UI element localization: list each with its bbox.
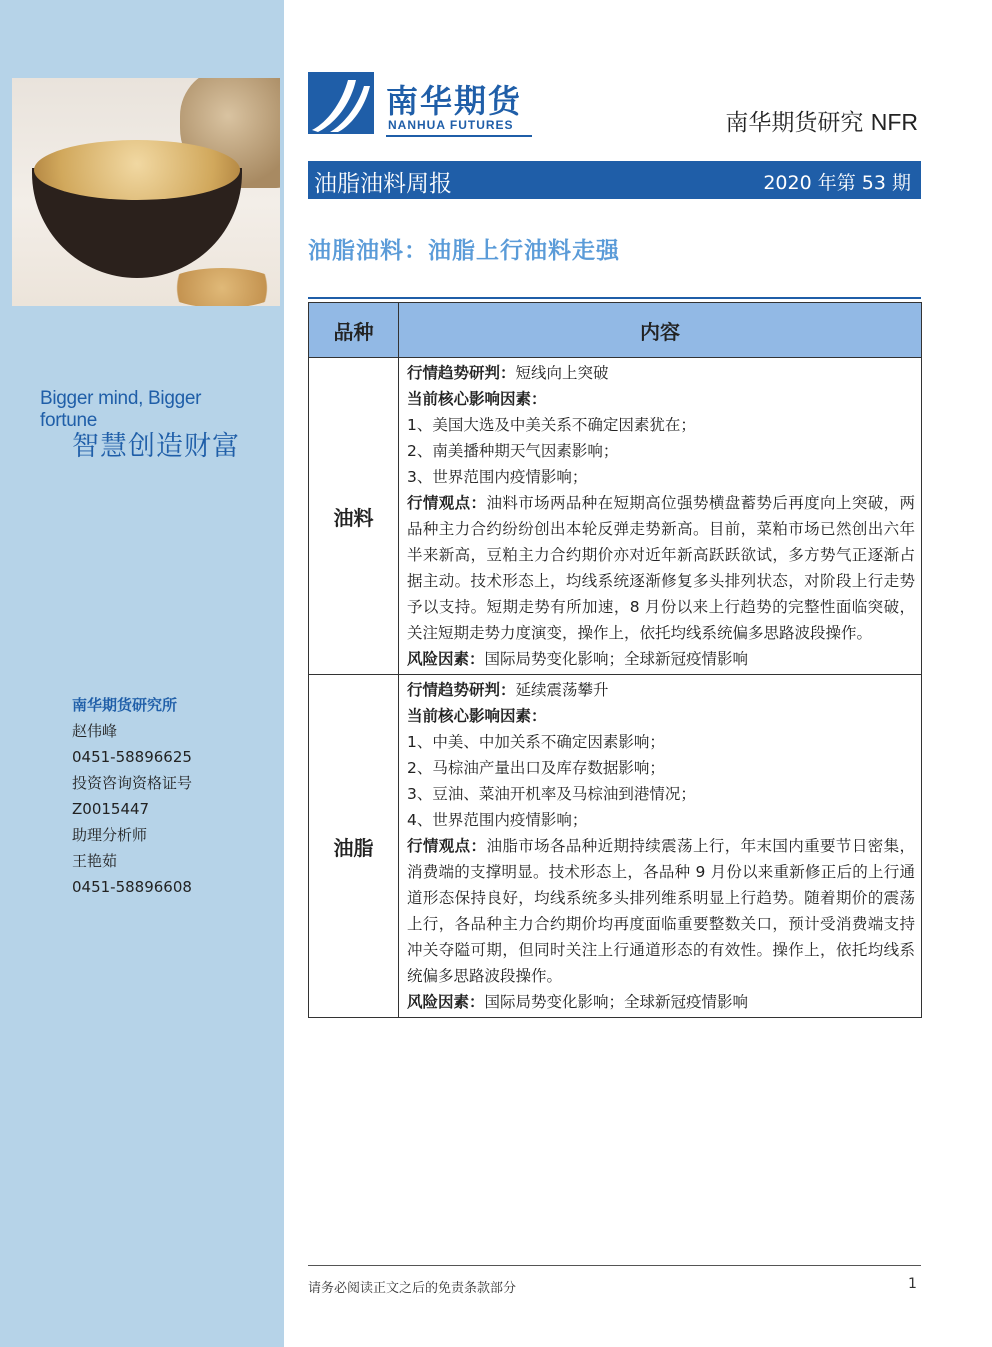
report-title: 油脂油料周报	[314, 171, 452, 197]
report-title-bar	[308, 161, 921, 199]
factor-item: 1、美国大选及中美关系不确定因素犹在；	[407, 416, 696, 434]
table-row	[309, 675, 922, 1018]
row-content	[399, 358, 922, 675]
issue-number: 2020 年第 53 期	[763, 172, 911, 194]
contact-line: 王艳茹	[72, 852, 118, 870]
risk-label: 风险因素：	[407, 993, 485, 1011]
factor-item: 3、世界范围内疫情影响；	[407, 468, 588, 486]
header-brand-cn: 南华期货研究	[725, 110, 864, 136]
factors-label: 当前核心影响因素：	[407, 390, 547, 408]
divider	[308, 297, 921, 299]
factor-item: 2、马棕油产量出口及库存数据影响；	[407, 759, 665, 777]
row-category: 油料	[309, 358, 399, 675]
footer-disclaimer: 请务必阅读正文之后的免责条款部分	[308, 1281, 517, 1296]
table-header-row	[309, 303, 922, 358]
analysis-table	[308, 302, 922, 1018]
table-row	[309, 358, 922, 675]
row-content	[399, 675, 922, 1018]
factors-label: 当前核心影响因素：	[407, 707, 547, 725]
nanhua-logo-icon	[308, 72, 374, 134]
view-text: 油料市场两品种在短期高位强势横盘蓄势后再度向上突破，两品种主力合约纷纷创出本轮反弹走势新高。目前，菜粕市场已然创出六年半来新高，豆粕主力合约期价亦对近年新高跃跃欲试，多方势气正逐渐占据主动。技术形态上，均线系统逐渐修复多头排列状态，对阶段上行走势予以支持。短期走势有所加速，8 月份以来上行趋势的完整性面临突破，关注短期走势力度演变，操作上，依托均线系统偏多思路波段操作。	[407, 494, 915, 642]
row-category: 油脂	[309, 675, 399, 1018]
soybean-bowl-image	[12, 78, 280, 306]
research-institute-name: 南华期货研究所	[72, 696, 178, 714]
view-label: 行情观点：	[407, 494, 487, 512]
footer-divider	[308, 1265, 921, 1266]
header-brand	[725, 104, 918, 137]
trend-text: 短线向上突破	[515, 364, 609, 382]
logo-underline	[386, 135, 532, 137]
logo-chinese: 南华期货	[386, 82, 523, 120]
column-header-category: 品种	[309, 303, 399, 358]
factor-item: 3、豆油、菜油开机率及马棕油到港情况；	[407, 785, 696, 803]
report-subtitle: 油脂油料：油脂上行油料走强	[308, 238, 620, 264]
column-header-content: 内容	[399, 303, 922, 358]
trend-label: 行情趋势研判：	[407, 364, 516, 382]
view-label: 行情观点：	[407, 837, 487, 855]
header-brand-en: NFR	[870, 109, 918, 135]
contact-line: Z0015447	[72, 800, 150, 818]
page-number: 1	[908, 1276, 917, 1292]
contact-line: 0451-58896608	[72, 878, 192, 896]
analyst-contacts	[72, 692, 192, 900]
contact-line: 助理分析师	[72, 826, 148, 844]
slogan-chinese: 智慧创造财富	[72, 431, 240, 462]
slogan-english: Bigger mind, Bigger fortune	[40, 388, 202, 431]
contact-line: 赵伟峰	[72, 722, 118, 740]
risk-text: 国际局势变化影响；全球新冠疫情影响	[484, 993, 749, 1011]
factor-item: 4、世界范围内疫情影响；	[407, 811, 588, 829]
trend-label: 行情趋势研判：	[407, 681, 516, 699]
contact-line: 0451-58896625	[72, 748, 192, 766]
view-text: 油脂市场各品种近期持续震荡上行，年末国内重要节日密集，消费端的支撑明显。技术形态上，各品种 9 月份以来重新修正后的上行通道形态保持良好，均线系统多头排列维系明显上行趋势。随着期价的震荡上行，各品种主力合约期价均再度面临重要整数关口，预计受消费端支持冲关夺隘可期，但同时关注上行通道形态的有效性。操作上，依托均线系统偏多思路波段操作。	[407, 837, 915, 985]
contact-line: 投资咨询资格证号	[72, 774, 193, 792]
risk-label: 风险因素：	[407, 650, 485, 668]
logo-english: NANHUA FUTURES	[388, 118, 514, 132]
factor-item: 2、南美播种期天气因素影响；	[407, 442, 619, 460]
risk-text: 国际局势变化影响；全球新冠疫情影响	[484, 650, 749, 668]
factor-item: 1、中美、中加关系不确定因素影响；	[407, 733, 665, 751]
trend-text: 延续震荡攀升	[515, 681, 609, 699]
sidebar	[0, 0, 284, 1347]
